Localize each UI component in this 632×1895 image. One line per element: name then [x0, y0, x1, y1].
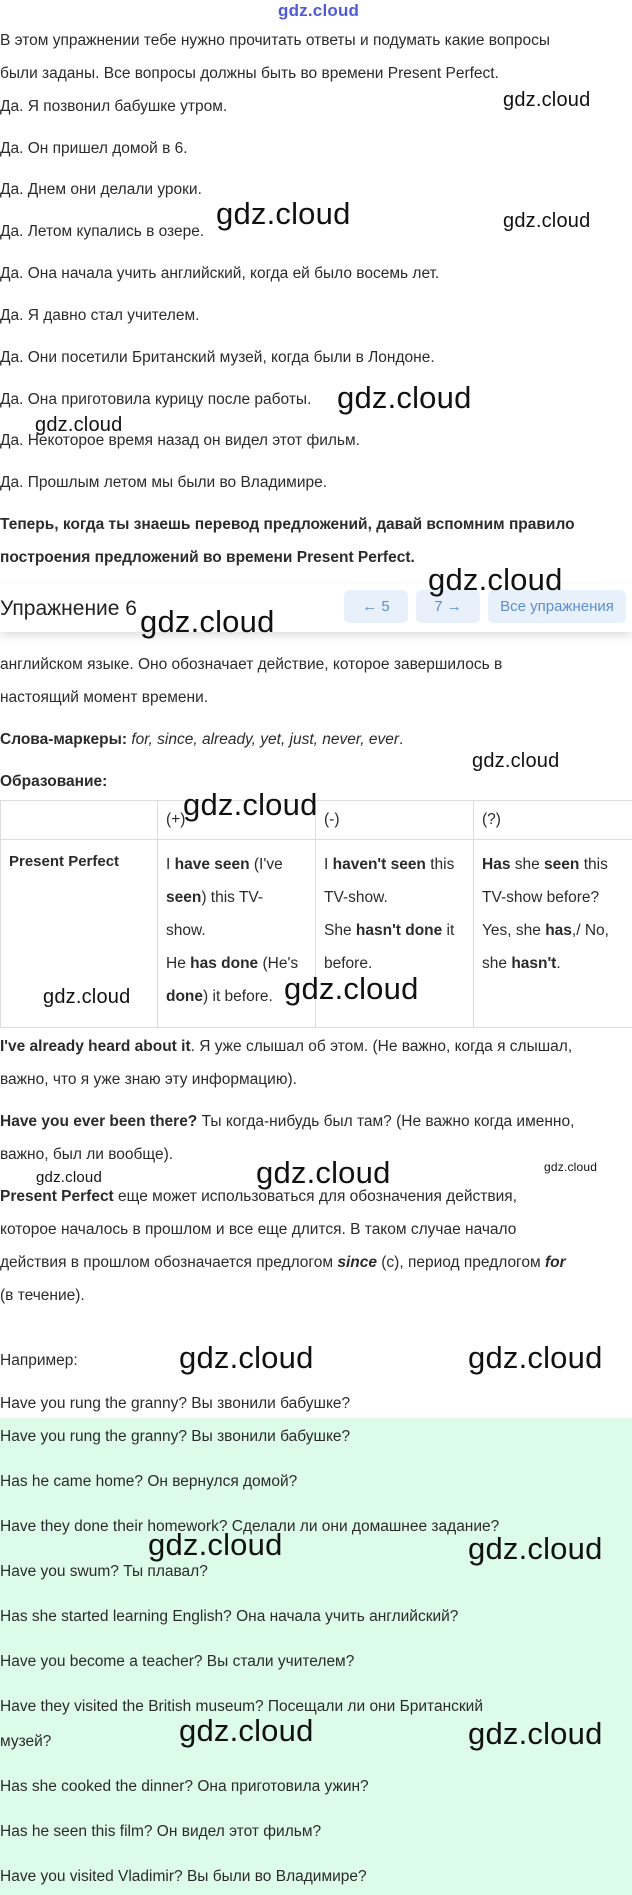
sentence-7: Да. Они посетили Британский музей, когда были в Лондоне.	[0, 349, 435, 366]
sentence-8: Да. Она приготовила курицу после работы.	[0, 391, 312, 408]
intro-line-2: были заданы. Все вопросы должны быть во времени Present Perfect.	[0, 65, 499, 82]
sentence-10: Да. Прошлым летом мы были во Владимире.	[0, 474, 328, 491]
markers-end: .	[398, 731, 404, 748]
watermark: gdz.cloud	[35, 414, 123, 436]
answer-line: Have you rung the granny? Вы звонили бабушке?	[0, 1428, 351, 1445]
markers-value: for, since, already, yet, just, never, ever	[131, 731, 399, 748]
sentence-5: Да. Она начала учить английский, когда ей было восемь лет.	[0, 265, 440, 282]
watermark: gdz.cloud	[256, 1155, 391, 1190]
example-1-line-2: важно, что я уже знаю эту информацию).	[0, 1071, 297, 1088]
answer-line: Has he seen this film? Он видел этот фильм?	[0, 1823, 322, 1840]
table-header-cell	[1, 801, 158, 840]
rule-line-2: настоящий момент времени.	[0, 689, 209, 706]
sentence-2: Да. Он пришел домой в 6.	[0, 140, 188, 157]
sentence-6: Да. Я давно стал учителем.	[0, 307, 200, 324]
for-example-label: Например:	[0, 1352, 78, 1369]
markers-label: Слова-маркеры:	[0, 731, 128, 748]
watermark: gdz.cloud	[278, 1, 360, 20]
pp-line-4: (в течение).	[0, 1287, 85, 1304]
sentence-9: Да. Некоторое время назад он видел этот фильм.	[0, 432, 360, 449]
table-header-cell: (-)	[316, 801, 474, 840]
watermark: gdz.cloud	[148, 1527, 283, 1562]
bold-note-line-1: Теперь, когда ты знаешь перевод предложений, давай вспомним правило	[0, 516, 575, 533]
next-exercise-button[interactable]: 7 →	[416, 590, 480, 623]
watermark: gdz.cloud	[337, 380, 472, 415]
answer-line: Have they done their homework? Сделали ли они домашнее задание?	[0, 1518, 500, 1535]
watermark: gdz.cloud	[503, 89, 591, 111]
answer-line: Have you swum? Ты плавал?	[0, 1563, 208, 1580]
table-cell: I have seen (I've seen) this TV- show. He has done (He's done) it before.	[158, 840, 316, 1028]
table-header-cell: (?)	[474, 801, 632, 840]
sentence-1: Да. Я позвонил бабушке утром.	[0, 98, 228, 115]
sentence-3: Да. Днем они делали уроки.	[0, 181, 202, 198]
pp-line-2: которое началось в прошлом и все еще длится. В таком случае начало	[0, 1221, 517, 1238]
watermark: gdz.cloud	[36, 1169, 103, 1186]
table-cell: I haven't seen this TV-show. She hasn't done it before.	[316, 840, 474, 1028]
row-label: Present Perfect	[9, 853, 120, 870]
example-2-line-2: важно, был ли вообще).	[0, 1146, 174, 1163]
example-2-line-1: Have you ever been there? Ты когда-нибудь был там? (Не важно когда именно,	[0, 1113, 575, 1130]
watermark: gdz.cloud	[179, 1713, 314, 1748]
watermark: gdz.cloud	[544, 1160, 598, 1174]
watermark: gdz.cloud	[468, 1716, 603, 1751]
pp-line-1: Present Perfect еще может использоваться для обозначения действия,	[0, 1188, 517, 1205]
first-answer-line: Have you rung the granny? Вы звонили бабушке?	[0, 1395, 351, 1412]
table-header-cell: (+)	[158, 801, 316, 840]
watermark: gdz.cloud	[183, 787, 318, 822]
sentence-4: Да. Летом купались в озере.	[0, 223, 205, 240]
answer-line: Have you visited Vladimir? Вы были во Владимире?	[0, 1868, 367, 1885]
formation-label: Образование:	[0, 773, 108, 790]
all-exercises-button[interactable]: Все упражнения	[488, 590, 626, 623]
bold-note-line-2: построения предложений во времени Present Perfect.	[0, 549, 415, 566]
watermark: gdz.cloud	[140, 604, 275, 639]
example-1-line-1: I've already heard about it. Я уже слышал об этом. (Не важно, когда я слышал,	[0, 1038, 573, 1055]
answer-line: Has she started learning English? Она начала учить английский?	[0, 1608, 459, 1625]
prev-exercise-button[interactable]: ← 5	[344, 590, 408, 623]
rule-line-1: английском языке. Оно обозначает действие, которое завершилось в	[0, 656, 503, 673]
markers-line	[0, 730, 403, 750]
answer-line: Have you become a teacher? Вы стали учителем?	[0, 1653, 355, 1670]
watermark: gdz.cloud	[503, 210, 591, 232]
pp-line-3: действия в прошлом обозначается предлогом since (с), период предлогом for	[0, 1254, 566, 1271]
watermark: gdz.cloud	[284, 971, 419, 1006]
intro-line-1: В этом упражнении тебе нужно прочитать ответы и подумать какие вопросы	[0, 32, 550, 49]
exercise-title: Упражнение 6	[0, 597, 137, 620]
watermark: gdz.cloud	[472, 750, 560, 772]
watermark: gdz.cloud	[216, 196, 351, 231]
answer-line: Has he came home? Он вернулся домой?	[0, 1473, 298, 1490]
answer-line: музей?	[0, 1733, 52, 1750]
answer-line: Has she cooked the dinner? Она приготовила ужин?	[0, 1778, 369, 1795]
watermark: gdz.cloud	[179, 1340, 314, 1375]
answer-line: Have they visited the British museum? Посещали ли они Британский	[0, 1698, 483, 1715]
watermark: gdz.cloud	[468, 1340, 603, 1375]
table-cell: Has she seen this TV-show before? Yes, she has,/ No, she hasn't.	[474, 840, 632, 1028]
watermark: gdz.cloud	[43, 986, 131, 1008]
watermark: gdz.cloud	[468, 1531, 603, 1566]
watermark: gdz.cloud	[428, 562, 563, 597]
